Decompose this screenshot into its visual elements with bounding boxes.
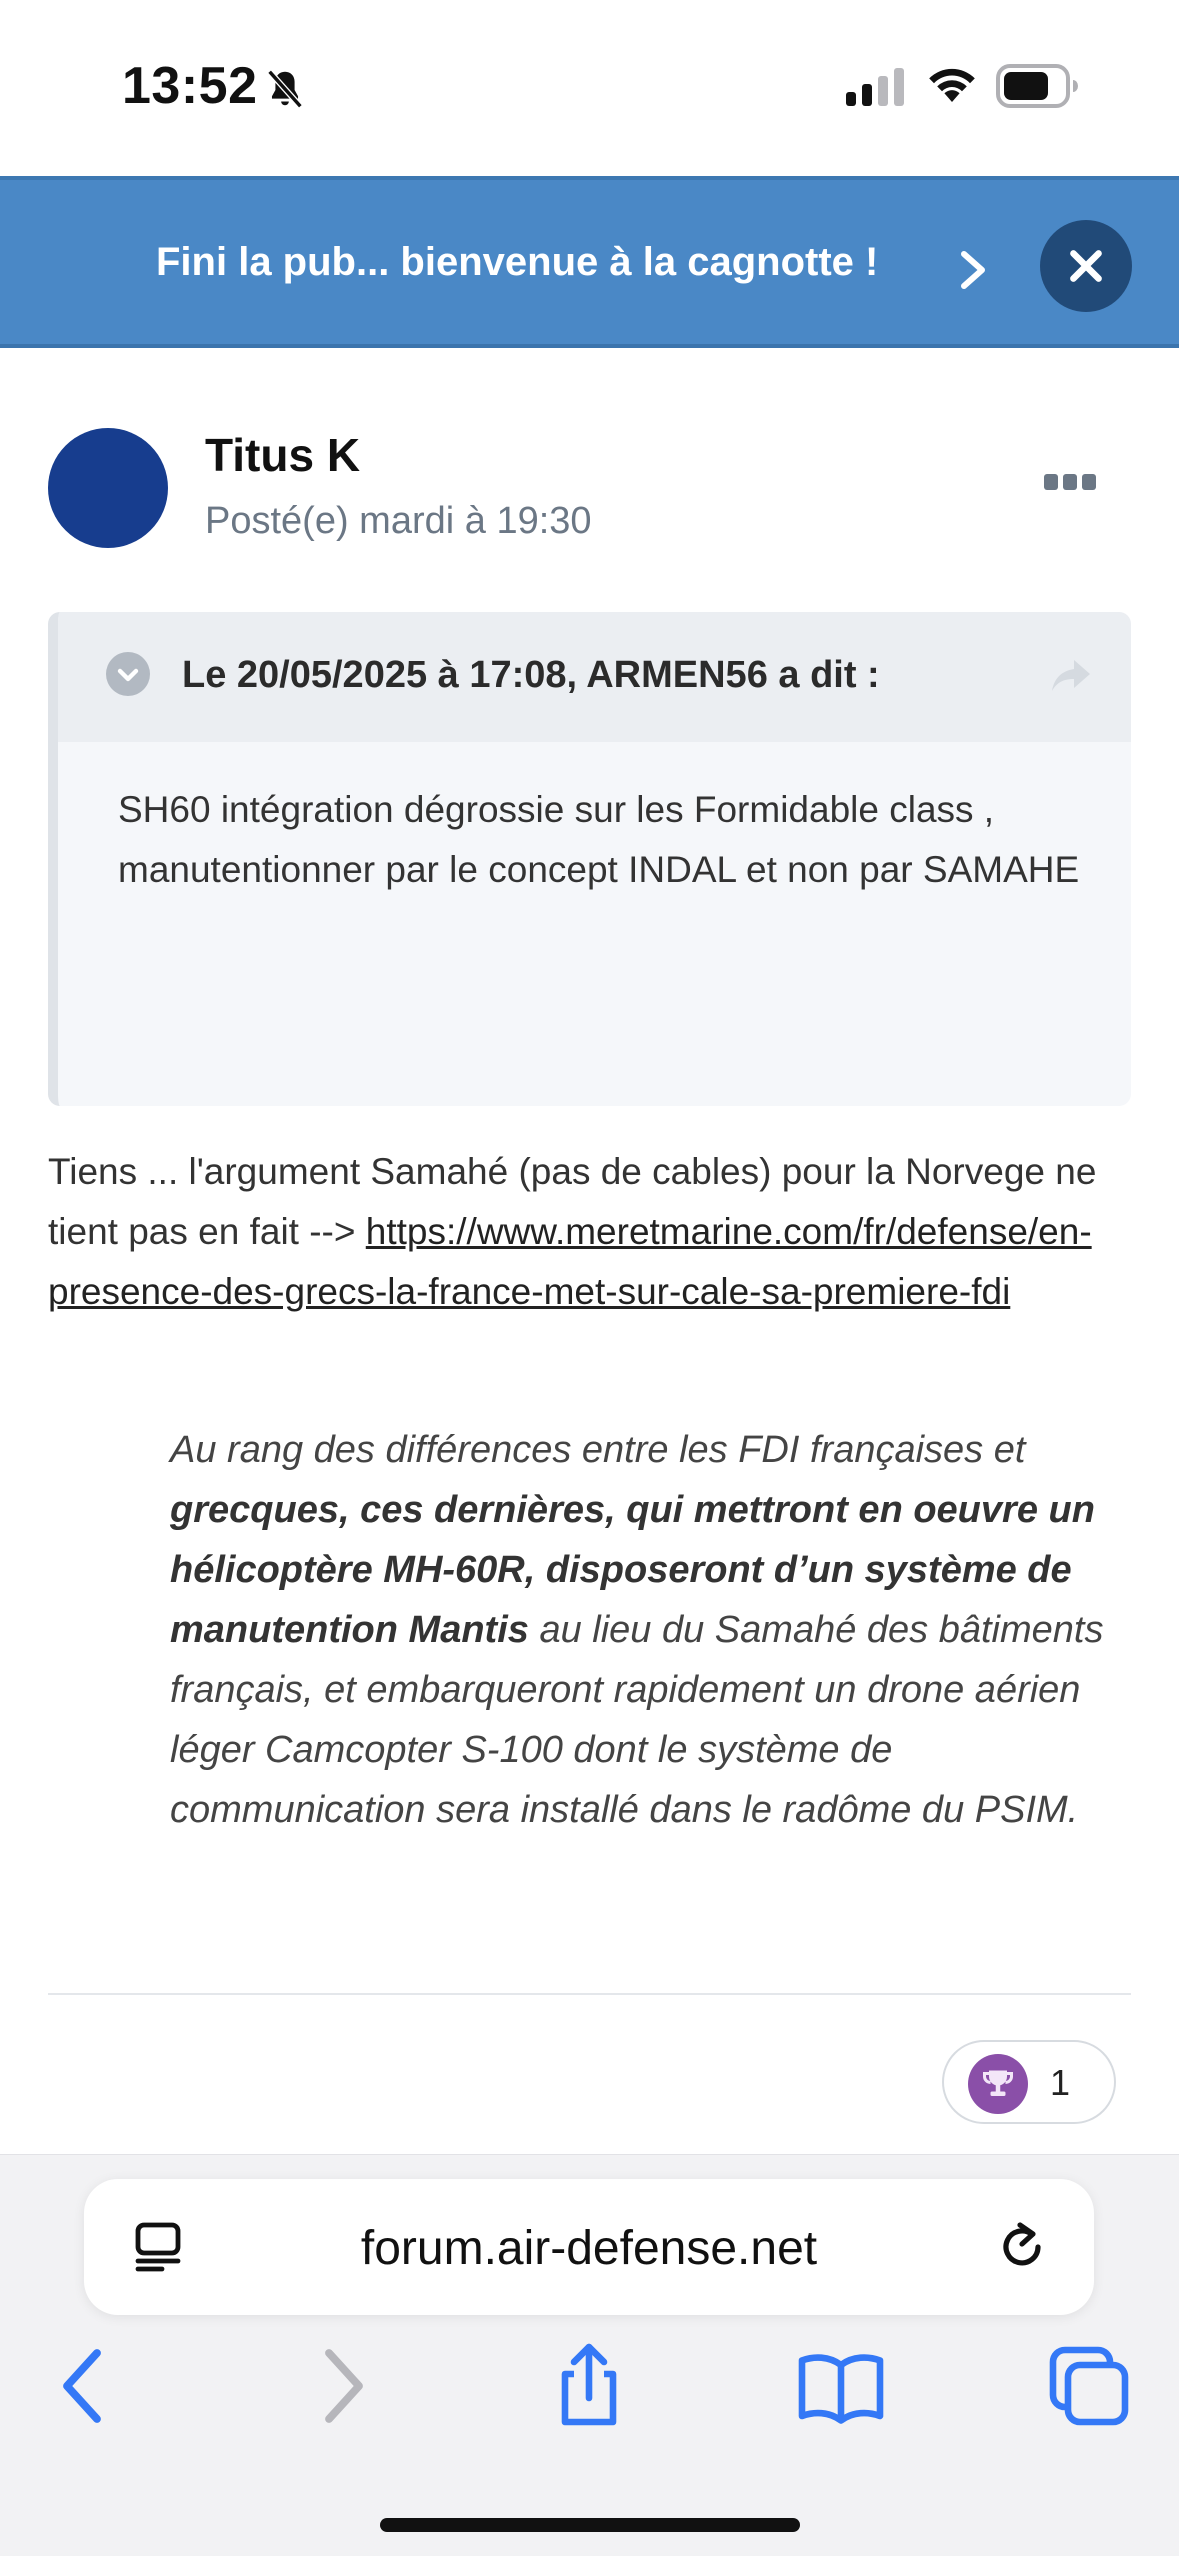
citation-bold: grecques, ces dernières, qui mettront en oeuvre un hélicoptère MH-60R, disposeront d’un système de manutention Mantis (170, 1489, 1095, 1651)
quote-block (48, 612, 1131, 1106)
citation-part-2: au lieu du Samahé des bâtiments français, et embarqueront rapidement un drone aérien léger Camcopter S-100 dont le système de communication sera installé dans le radôme du PSIM. (170, 1609, 1104, 1831)
divider (48, 1993, 1131, 1995)
status-time: 13:52 (122, 57, 258, 115)
close-icon[interactable] (1068, 248, 1104, 284)
post-body (48, 1142, 1138, 1322)
address-bar[interactable] (84, 2179, 1094, 2315)
share-arrow-icon[interactable] (1050, 658, 1092, 694)
trophy-icon[interactable] (968, 2054, 1028, 2114)
avatar[interactable] (48, 428, 168, 548)
reaction-badge[interactable] (942, 2040, 1116, 2124)
reload-icon[interactable] (994, 2219, 1050, 2275)
bookmarks-button[interactable] (796, 2341, 886, 2431)
back-button[interactable] (40, 2341, 130, 2431)
post-date: Posté(e) mardi à 19:30 (205, 500, 592, 542)
citation-part-1: Au rang des différences entre les FDI françaises et (170, 1429, 1026, 1471)
status-bar (0, 0, 1179, 176)
browser-toolbar (0, 2154, 1179, 2556)
bookmarks-icon[interactable] (796, 2341, 886, 2431)
quote-body: SH60 intégration dégrossie sur les Formidable class , manutentionner par le concept INDAL et non par SAMAHE (118, 789, 1080, 890)
tabs-button[interactable] (1044, 2341, 1134, 2431)
post-author[interactable]: Titus K (205, 429, 361, 481)
cellular-signal-icon (846, 66, 906, 106)
bell-slash-icon (262, 66, 308, 112)
quote-title: Le 20/05/2025 à 17:08, ARMEN56 a dit : (182, 654, 880, 696)
article-link[interactable]: https://www.meretmarine.com/fr/defense/en-presence-des-grecs-la-france-met-sur-cale-sa-premiere-fdi (48, 1211, 1092, 1312)
quote-header[interactable] (58, 612, 1131, 742)
quote-toggle-button[interactable] (106, 652, 150, 696)
home-indicator[interactable] (380, 2518, 800, 2532)
forward-icon[interactable] (296, 2341, 386, 2431)
promo-banner[interactable] (0, 176, 1179, 348)
share-button[interactable] (544, 2341, 634, 2431)
wifi-icon (924, 62, 980, 106)
promo-text[interactable]: Fini la pub... bienvenue à la cagnotte ! (156, 240, 879, 284)
tabs-icon[interactable] (1044, 2341, 1134, 2431)
back-icon[interactable] (40, 2341, 130, 2431)
reaction-count: 1 (1050, 2062, 1071, 2103)
post-text-intro: Tiens ... l'argument Samahé (pas de cables) pour la Norvege ne tient pas en fait --> (48, 1151, 1097, 1252)
ellipsis-icon[interactable] (1044, 472, 1096, 492)
chevron-right-icon[interactable] (958, 250, 988, 290)
battery-icon (996, 64, 1080, 108)
forward-button[interactable] (296, 2341, 386, 2431)
promo-close-button[interactable] (1040, 220, 1132, 312)
share-icon[interactable] (544, 2341, 634, 2431)
cited-excerpt (170, 1420, 1140, 1840)
chevron-down-icon[interactable] (116, 664, 140, 686)
url-text[interactable]: forum.air-defense.net (360, 2222, 818, 2275)
